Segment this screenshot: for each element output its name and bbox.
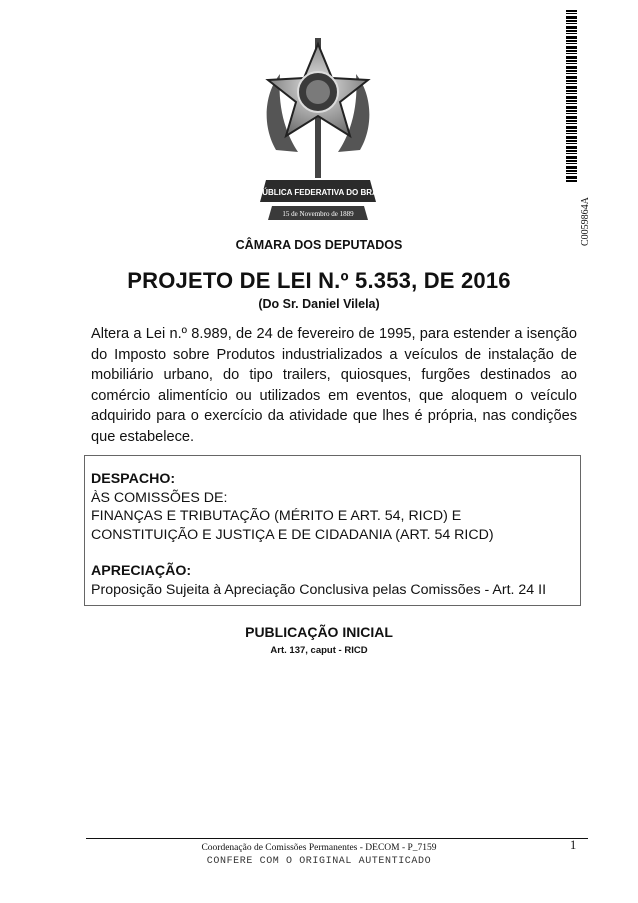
seal-date-text: 15 de Novembro de 1889 <box>282 210 354 218</box>
despacho-line: FINANÇAS E TRIBUTAÇÃO (MÉRITO E ART. 54, RICD) E <box>91 508 462 524</box>
barcode-code: C0059864A <box>580 197 591 246</box>
authentication-stamp: CONFERE COM O ORIGINAL AUTENTICADO <box>206 856 432 867</box>
footer-divider <box>86 838 588 839</box>
brazil-coat-of-arms-seal <box>245 30 391 240</box>
footer-text: Coordenação de Comissões Permanentes - DECOM - P_7159 <box>201 843 437 853</box>
despacho-label: DESPACHO: <box>91 471 176 487</box>
despacho-box <box>84 455 581 606</box>
barcode-icon <box>566 10 577 182</box>
bill-summary: Altera a Lei n.º 8.989, de 24 de fevereiro de 1995, para estender a isenção do Imposto sobre Produtos industrializados a veículos de instalação de mobiliário urbano, do tipo trailers, quiosques, furgões destinados ao comércio alimentício ou utilizados em eventos, que aloquem o veículo adquirido para o exercício da atividade que lhes é própria, nas condições que estabelece. <box>91 326 577 445</box>
seal-ribbon-text: REPÚBLICA FEDERATIVA DO BRASIL <box>245 188 391 197</box>
barcode-block <box>566 10 590 246</box>
page-number: 1 <box>570 838 577 852</box>
publication-subtitle: Art. 137, caput - RICD <box>270 645 368 656</box>
publication-title: PUBLICAÇÃO INICIAL <box>245 624 393 640</box>
apreciacao-label: APRECIAÇÃO: <box>91 563 192 579</box>
despacho-line: CONSTITUIÇÃO E JUSTIÇA E DE CIDADANIA (ART. 54 RICD) <box>91 526 494 543</box>
bill-title: PROJETO DE LEI N.º 5.353, DE 2016 <box>127 268 511 293</box>
bill-author: (Do Sr. Daniel Vilela) <box>258 297 380 311</box>
despacho-line: ÀS COMISSÕES DE: <box>91 489 228 506</box>
chamber-name: CÂMARA DOS DEPUTADOS <box>235 238 403 252</box>
apreciacao-text: Proposição Sujeita à Apreciação Conclusiva pelas Comissões - Art. 24 II <box>91 581 547 598</box>
